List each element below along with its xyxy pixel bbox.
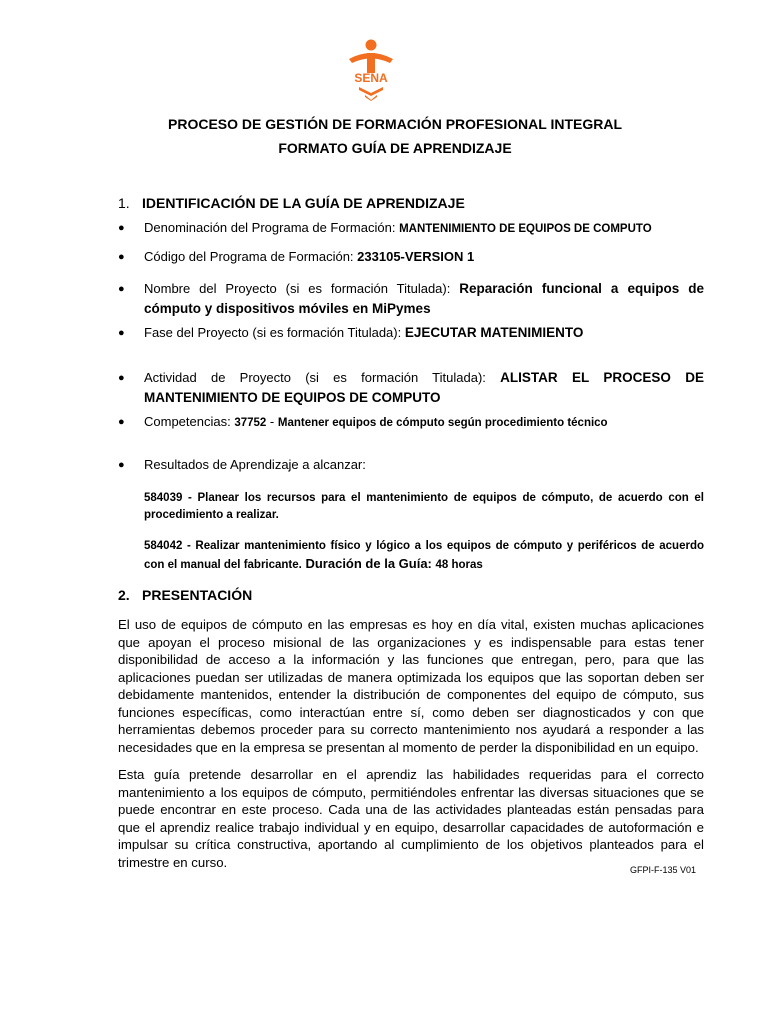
list-item-project-name [118,279,704,319]
section-2-heading [118,587,252,603]
logo-text: SENA [354,71,388,85]
learning-result-1 [144,490,704,524]
item-value: EJECUTAR MATENIMIENTO [404,325,584,340]
item-value: ALISTAR EL PROCESO DE MANTENIMIENTO DE EQUIPOS DE COMPUTO [144,370,704,405]
section-1-heading [118,195,465,211]
bullet-icon: ● [118,283,125,295]
duration-label: Duración de la Guía: [301,556,436,571]
duration-value: 48 horas [435,559,483,571]
item-value: MANTENIMIENTO DE EQUIPOS DE COMPUTO [399,223,652,235]
bullet-icon: ● [118,372,125,384]
bullet-icon: ● [118,327,125,339]
result-code: 584039 [144,492,183,504]
list-item-learning-results [118,455,704,475]
list-item-competencies [118,412,704,433]
item-label: Competencias: [144,414,235,429]
bullet-icon: ● [118,251,125,263]
item-value: Mantener equipos de cómputo según procedimiento técnico [277,417,608,429]
footer-code: GFPI-F-135 V01 [630,865,697,875]
presentation-paragraph-2: Esta guía pretende desarrollar en el aprendiz las habilidades requeridas para el correcto mantenimiento a los equipos de cómputo, permitiéndoles enfrentar las diversas situaciones que se puede encontrar en este proceso. Cada una de las actividades planteadas están pensadas para que el aprendiz realice trabajo individual y en equipo, desarrollar capacidades de autoformación e impulsar su crítica constructiva, aportando al cumplimiento de los objetivos planteados para el trimestre en curso. [118,767,704,870]
item-label: Fase del Proyecto (si es formación Titulada): [144,325,405,340]
result-code: 584042 [144,540,183,552]
document-title: PROCESO DE GESTIÓN DE FORMACIÓN PROFESIONAL INTEGRAL [168,116,622,132]
bullet-icon: ● [118,459,125,471]
item-label: Actividad de Proyecto (si es formación Titulada): [144,370,501,385]
section-title: PRESENTACIÓN [142,587,253,603]
section-title: IDENTIFICACIÓN DE LA GUÍA DE APRENDIZAJE [142,195,465,211]
list-item-program-code [118,247,704,267]
result-text: - Planear los recursos para el mantenimiento de equipos de cómputo, de acuerdo con el procedimiento a realizar. [144,492,704,521]
item-label: Nombre del Proyecto (si es formación Titulada): [144,281,460,296]
presentation-paragraph-1: El uso de equipos de cómputo en las empresas es hoy en día vital, existen muchas aplicaciones que apoyan el proceso misional de las organizaciones y es indispensable para estas tener disponibilidad de acceso a la información y las funciones que entregan, pero, para que las aplicaciones puedan ser utilizadas de manera optimizada los equipos que las soportan deben ser debidamente mantenidos, entender la distribución de componentes del equipo de cómputo, sus funciones específicas, como interactúan entre sí, como deben ser diagnosticados y con que herramientas debemos proceder para su correcto mantenimiento nos ayudará a responder a las necesidades que en la empresa se presentan al momento de perder la disponibilidad en un equipo. [118,617,704,755]
list-item-program [118,218,704,239]
section-number: 2. [118,587,130,603]
separator: - [266,414,278,429]
learning-result-2 [144,538,704,574]
document-subtitle: FORMATO GUÍA DE APRENDIZAJE [278,140,512,156]
list-item-project-phase [118,323,704,343]
item-value: 233105-VERSION 1 [357,249,475,264]
competency-code: 37752 [234,417,267,429]
section-number: 1. [118,195,130,211]
result-text: - Realizar mantenimiento físico y lógico a los equipos de cómputo y periféricos de acuerdo con el manual del fabricante. [144,540,704,571]
list-item-project-activity [118,368,704,408]
item-label: Denominación del Programa de Formación: [144,220,400,235]
bullet-icon: ● [118,416,125,428]
item-value: Reparación funcional a equipos de cómputo y dispositivos móviles en MiPymes [144,281,704,316]
sena-logo [343,39,399,101]
item-label: Código del Programa de Formación: [144,249,358,264]
bullet-icon: ● [118,222,125,234]
item-label: Resultados de Aprendizaje a alcanzar: [144,457,366,472]
